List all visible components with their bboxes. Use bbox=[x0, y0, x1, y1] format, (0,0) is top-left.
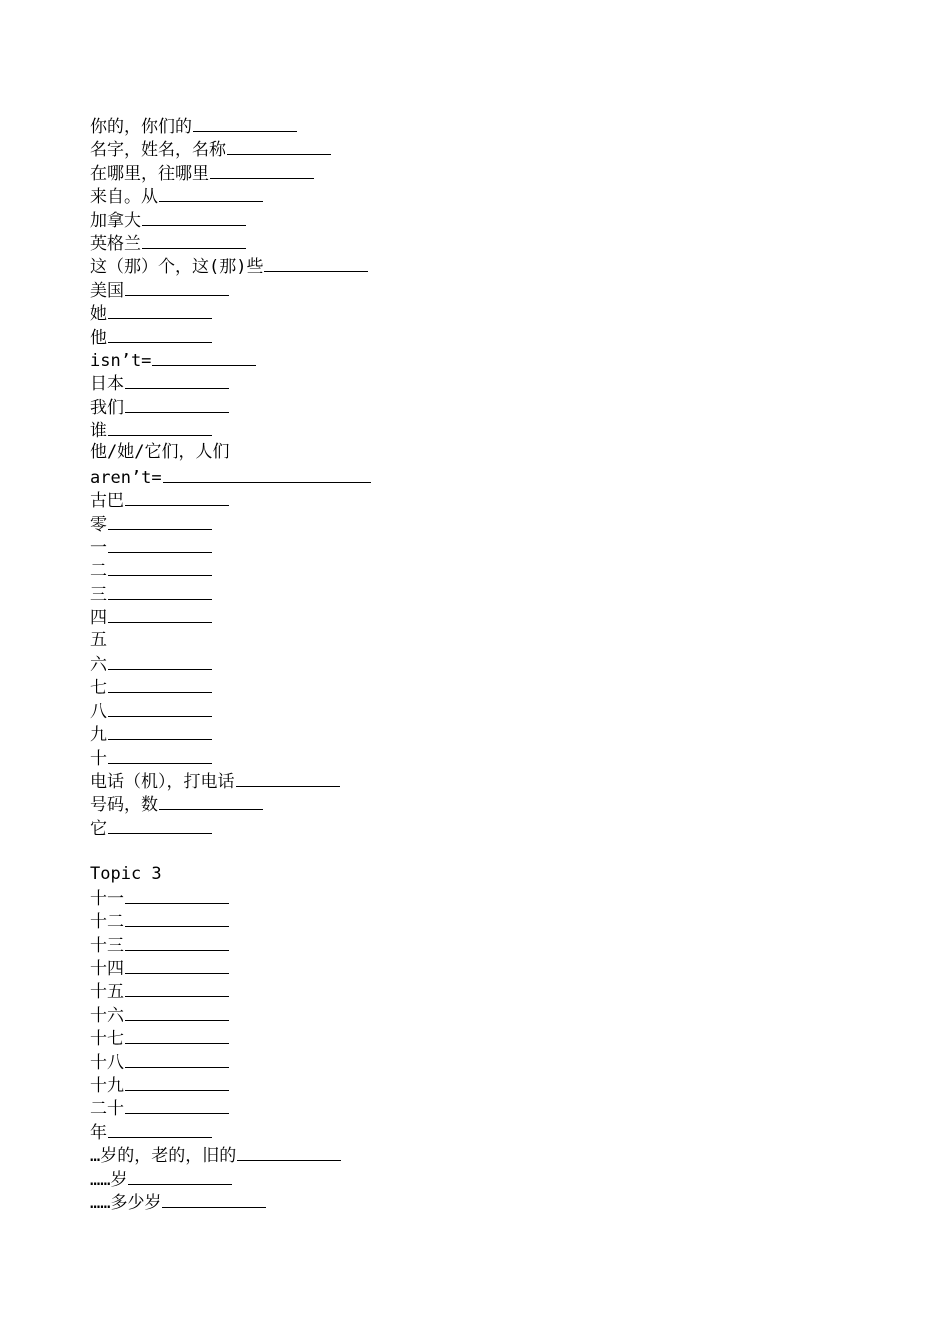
answer-blank[interactable] bbox=[125, 488, 229, 506]
vocab-item bbox=[90, 675, 371, 698]
vocab-item bbox=[90, 1190, 371, 1213]
vocab-item bbox=[90, 769, 371, 792]
vocab-prompt: 十五 bbox=[90, 982, 124, 1003]
answer-blank[interactable] bbox=[125, 371, 229, 389]
vocab-item bbox=[90, 488, 371, 511]
answer-blank[interactable] bbox=[125, 979, 229, 997]
vocab-prompt: 在哪里，往哪里 bbox=[90, 163, 209, 184]
vocab-item bbox=[90, 137, 371, 160]
vocab-item bbox=[90, 629, 371, 652]
vocab-prompt: 十八 bbox=[90, 1052, 124, 1073]
answer-blank[interactable] bbox=[125, 1073, 229, 1091]
vocab-item bbox=[90, 652, 371, 675]
answer-blank[interactable] bbox=[108, 816, 212, 834]
vocab-item bbox=[90, 816, 371, 839]
vocab-prompt: 四 bbox=[90, 608, 107, 629]
answer-blank[interactable] bbox=[108, 1120, 212, 1138]
vocab-item bbox=[90, 1050, 371, 1073]
answer-blank[interactable] bbox=[125, 909, 229, 927]
answer-blank[interactable] bbox=[108, 746, 212, 764]
vocab-prompt: 他 bbox=[90, 327, 107, 348]
answer-blank[interactable] bbox=[210, 161, 314, 179]
section-heading: Topic 3 bbox=[90, 863, 162, 884]
vocab-prompt: 十 bbox=[90, 748, 107, 769]
vocab-item bbox=[90, 558, 371, 581]
vocab-prompt: ……多少岁 bbox=[90, 1192, 162, 1213]
vocab-prompt: 你的，你们的 bbox=[90, 117, 192, 137]
vocab-item bbox=[90, 465, 371, 488]
vocab-item bbox=[90, 1143, 371, 1166]
vocab-prompt: 这（那）个，这(那)些 bbox=[90, 257, 264, 278]
answer-blank[interactable] bbox=[108, 512, 212, 530]
vocab-prompt: 日本 bbox=[90, 374, 124, 395]
vocab-item bbox=[90, 722, 371, 745]
vocab-prompt: aren’t= bbox=[90, 467, 162, 488]
vocab-prompt: 他/她/它们，人们 bbox=[90, 442, 230, 463]
vocab-prompt: isn’t= bbox=[90, 350, 152, 371]
vocab-item bbox=[90, 1167, 371, 1190]
vocab-item bbox=[90, 348, 371, 371]
vocab-prompt: 年 bbox=[90, 1122, 107, 1143]
answer-blank[interactable] bbox=[159, 792, 263, 810]
answer-blank[interactable] bbox=[159, 184, 263, 202]
answer-blank[interactable] bbox=[125, 956, 229, 974]
vocab-item bbox=[90, 909, 371, 932]
vocab-item bbox=[90, 535, 371, 558]
vocab-prompt: 名字，姓名，名称 bbox=[90, 140, 226, 161]
vocab-prompt: 十七 bbox=[90, 1029, 124, 1050]
answer-blank[interactable] bbox=[108, 699, 212, 717]
vocab-item bbox=[90, 1003, 371, 1026]
vocab-item bbox=[90, 933, 371, 956]
vocab-item bbox=[90, 792, 371, 815]
vocabulary-list-section-1 bbox=[90, 114, 371, 839]
answer-blank[interactable] bbox=[264, 254, 368, 272]
answer-blank[interactable] bbox=[193, 114, 297, 132]
vocab-prompt: 加拿大 bbox=[90, 210, 141, 231]
section-spacer bbox=[90, 839, 371, 862]
vocab-prompt: 五 bbox=[90, 629, 107, 650]
vocab-prompt: 七 bbox=[90, 678, 107, 699]
vocab-item bbox=[90, 184, 371, 207]
answer-blank[interactable] bbox=[236, 769, 340, 787]
vocab-prompt: 英格兰 bbox=[90, 233, 141, 254]
vocabulary-list-section-2 bbox=[90, 886, 371, 1213]
answer-blank[interactable] bbox=[108, 325, 212, 343]
vocab-prompt: 来自。从 bbox=[90, 187, 158, 208]
vocab-item bbox=[90, 254, 371, 277]
answer-blank[interactable] bbox=[108, 722, 212, 740]
answer-blank[interactable] bbox=[108, 652, 212, 670]
vocab-item bbox=[90, 371, 371, 394]
vocab-item bbox=[90, 699, 371, 722]
answer-blank[interactable] bbox=[108, 535, 212, 553]
vocab-prompt: 号码，数 bbox=[90, 795, 158, 816]
vocab-prompt: 十六 bbox=[90, 1005, 124, 1026]
vocab-item bbox=[90, 582, 371, 605]
vocab-prompt: 电话（机），打电话 bbox=[90, 771, 235, 792]
worksheet bbox=[90, 114, 371, 1213]
answer-blank[interactable] bbox=[108, 582, 212, 600]
answer-blank[interactable] bbox=[125, 886, 229, 904]
vocab-item bbox=[90, 746, 371, 769]
answer-blank[interactable] bbox=[163, 465, 371, 483]
vocab-item bbox=[90, 161, 371, 184]
answer-blank[interactable] bbox=[142, 231, 246, 249]
answer-blank[interactable] bbox=[108, 675, 212, 693]
vocab-prompt: 二 bbox=[90, 561, 107, 582]
answer-blank[interactable] bbox=[142, 208, 246, 226]
answer-blank[interactable] bbox=[108, 418, 212, 436]
vocab-prompt: 它 bbox=[90, 818, 107, 839]
vocab-prompt: ……岁 bbox=[90, 1169, 128, 1190]
vocab-item bbox=[90, 278, 371, 301]
vocab-item bbox=[90, 512, 371, 535]
vocab-item bbox=[90, 114, 371, 137]
vocab-prompt: 十四 bbox=[90, 959, 124, 980]
answer-blank[interactable] bbox=[162, 1190, 266, 1208]
vocab-prompt: 我们 bbox=[90, 397, 124, 418]
vocab-prompt: 八 bbox=[90, 701, 107, 722]
answer-blank[interactable] bbox=[237, 1143, 341, 1161]
answer-blank[interactable] bbox=[108, 605, 212, 623]
vocab-item bbox=[90, 231, 371, 254]
vocab-item bbox=[90, 395, 371, 418]
answer-blank[interactable] bbox=[125, 1026, 229, 1044]
vocab-prompt: 十二 bbox=[90, 912, 124, 933]
vocab-prompt: 九 bbox=[90, 725, 107, 746]
vocab-item bbox=[90, 1096, 371, 1119]
vocab-prompt: 十一 bbox=[90, 888, 124, 909]
vocab-prompt: 一 bbox=[90, 538, 107, 559]
vocab-prompt: 她 bbox=[90, 304, 107, 325]
answer-blank[interactable] bbox=[125, 278, 229, 296]
vocab-prompt: 谁 bbox=[90, 421, 107, 442]
vocab-prompt: 零 bbox=[90, 514, 107, 535]
vocab-item bbox=[90, 325, 371, 348]
answer-blank[interactable] bbox=[152, 348, 256, 366]
vocab-prompt: …岁的，老的，旧的 bbox=[90, 1146, 237, 1167]
answer-blank[interactable] bbox=[125, 1050, 229, 1068]
vocab-item bbox=[90, 1120, 371, 1143]
answer-blank[interactable] bbox=[108, 558, 212, 576]
vocab-item bbox=[90, 605, 371, 628]
vocab-prompt: 古巴 bbox=[90, 491, 124, 512]
answer-blank[interactable] bbox=[125, 1096, 229, 1114]
vocab-item bbox=[90, 441, 371, 464]
vocab-item bbox=[90, 886, 371, 909]
answer-blank[interactable] bbox=[125, 395, 229, 413]
answer-blank[interactable] bbox=[227, 137, 331, 155]
answer-blank[interactable] bbox=[125, 1003, 229, 1021]
vocab-prompt: 三 bbox=[90, 584, 107, 605]
vocab-item bbox=[90, 1026, 371, 1049]
vocab-prompt: 二十 bbox=[90, 1099, 124, 1120]
vocab-item bbox=[90, 1073, 371, 1096]
answer-blank[interactable] bbox=[128, 1167, 232, 1185]
vocab-item bbox=[90, 418, 371, 441]
vocab-prompt: 十三 bbox=[90, 935, 124, 956]
vocab-prompt: 十九 bbox=[90, 1076, 124, 1097]
vocab-item bbox=[90, 301, 371, 324]
vocab-prompt: 美国 bbox=[90, 280, 124, 301]
answer-blank[interactable] bbox=[108, 301, 212, 319]
vocab-item bbox=[90, 979, 371, 1002]
vocab-item bbox=[90, 956, 371, 979]
vocab-item bbox=[90, 208, 371, 231]
vocab-prompt: 六 bbox=[90, 654, 107, 675]
answer-blank[interactable] bbox=[125, 933, 229, 951]
